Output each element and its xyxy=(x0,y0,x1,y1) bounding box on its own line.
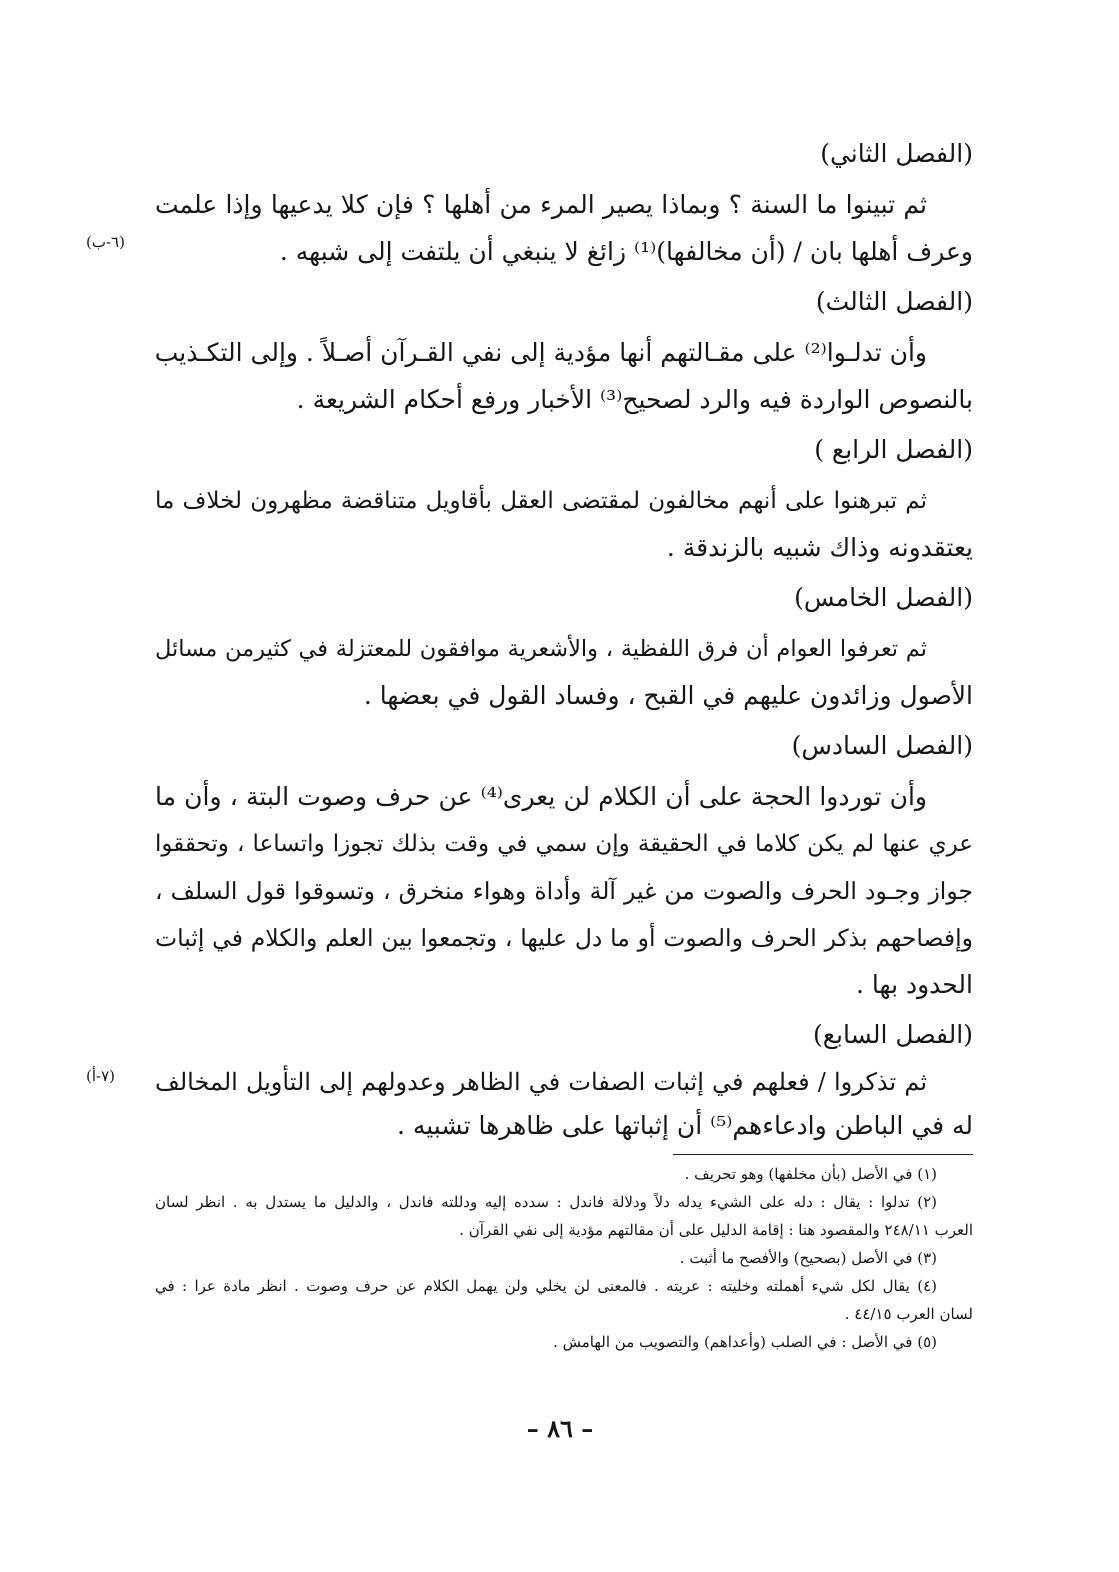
margin-note: (٧-أ) xyxy=(86,1067,116,1085)
paragraph-line: عري عنها لم يكن كلاما في الحقيقة وإن سمي في وقت بذلك تجوزا واتساعا ، وتحققوا xyxy=(155,831,973,857)
footnote: (٣) في الأصل (بصحيح) والأفصح ما أثبت . xyxy=(679,1249,937,1267)
paragraph-line: بالنصوص الواردة فيه والرد لصحيح⁽³⁾ الأخبار ورفع أحكام الشريعة . xyxy=(296,385,973,414)
paragraph-line: ثم تبينوا ما السنة ؟ وبماذا يصير المرء من أهلها ؟ فإن كلا يدعيها وإذا علمت xyxy=(155,190,927,219)
paragraph-line: وأن تدلـوا⁽²⁾ على مقـالتهم أنها مؤدية إلى نفي القـرآن أصـلاً . وإلى التكـذيب xyxy=(155,338,927,367)
footnote-separator xyxy=(673,1154,973,1155)
section-heading: (الفصل السادس) xyxy=(791,731,973,760)
footnote: لسان العرب ٤٤/١٥ . xyxy=(844,1305,973,1323)
paragraph-line: وإفصاحهم بذكر الحرف والصوت أو ما دل عليها ، وتجمعوا بين العلم والكلام في إثبات xyxy=(155,924,973,952)
footnote: (١) في الأصل (بأن مخلفها) وهو تحريف . xyxy=(684,1165,937,1183)
paragraph-line: وأن توردوا الحجة على أن الكلام لن يعرى⁽⁴⁾ عن حرف وصوت البتة ، وأن ما xyxy=(155,782,927,811)
section-heading: (الفصل الثاني) xyxy=(820,139,973,168)
paragraph-line: وعرف أهلها بان / (أن مخالفها)⁽¹⁾ زائغ لا ينبغي أن يلتفت إلى شبهه . xyxy=(279,237,973,266)
section-heading: (الفصل الثالث) xyxy=(815,287,973,316)
footnote: (٥) في الأصل : في الصلب (وأعداهم) والتصويب من الهامش . xyxy=(553,1333,937,1351)
margin-note: (٦-ب) xyxy=(86,233,125,251)
paragraph-line: ثم تذكروا / فعلهم في إثبات الصفات في الظاهر وعدولهم إلى التأويل المخالف xyxy=(155,1068,927,1096)
paragraph-line: ثم تعرفوا العوام أن فرق اللفظية ، والأشعرية موافقون للمعتزلة في كثيرمن مسائل xyxy=(155,636,927,662)
page-number: – ٨٦ – xyxy=(526,1414,594,1443)
footnote: (٤) يقال لكل شيء أهملته وخليته : عريته . فالمعنى لن يخلي ولن يهمل الكلام عن حرف وصوت . انظر مادة عرا : في xyxy=(155,1277,937,1295)
paragraph-line: الحدود بها . xyxy=(856,970,973,999)
paragraph-line: له في الباطن وادعاءهم⁽⁵⁾ أن إثباتها على ظاهرها تشبيه . xyxy=(396,1111,973,1140)
paragraph-line: ثم تبرهنوا على أنهم مخالفون لمقتضى العقل بأقاويل متناقضة مظهرون لخلاف ما xyxy=(155,488,927,514)
footnote: العرب ٢٤٨/١١ والمقصود هنا : إقامة الدليل على أن مقالتهم مؤدية إلى نفي القرآن . xyxy=(459,1221,973,1239)
section-heading: (الفصل الخامس) xyxy=(794,583,973,612)
section-heading: (الفصل الرابع ) xyxy=(814,435,973,464)
footnote: (٢) تدلوا : يقال : دله على الشيء يدله دلاً ودلالة فاندل : سدده إليه ودللته فاندل ، والدليل ما يستدل به . انظر لسان xyxy=(155,1193,937,1211)
section-heading: (الفصل السابع) xyxy=(812,1020,973,1049)
paragraph-line: الأصول وزائدون عليهم في القبح ، وفساد القول في بعضها . xyxy=(363,681,973,710)
paragraph-line: جواز وجـود الحرف والصوت من غير آلة وأداة وهواء منخرق ، وتسوقوا قول السلف ، xyxy=(155,877,973,905)
paragraph-line: يعتقدونه وذاك شبيه بالزندقة . xyxy=(666,533,973,562)
